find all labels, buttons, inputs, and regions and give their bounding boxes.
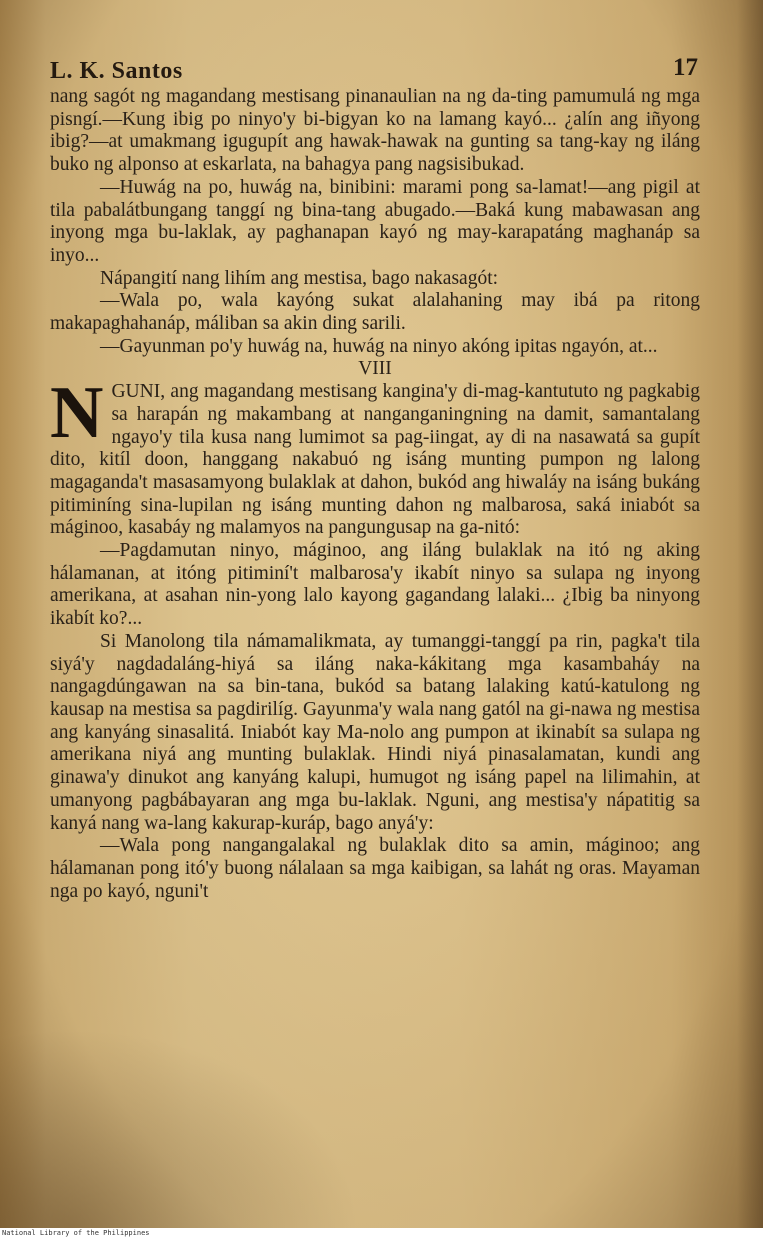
paragraph-dialogue: —Wala po, wala kayóng sukat alalahaning may ibá pa ritong makapaghahanáp, máliban sa akin ding sarili.: [50, 290, 700, 335]
page-number: 17: [673, 54, 698, 81]
section-opening-text: GUNI, ang magandang mestisang kangina'y di-mag-kantututo ng pagkabig sa harapán ng makambang at nanganganingning na damit, samantalang ngayo'y tila kusa nang lumimot sa pag-iingat, ay di na nasawatá sa gupít dito, kitíl doon, hanggang nakabuó ng isáng munting pumpon ng lalong magaganda't masasamyong bulaklak at dahon, bukód ang hiwaláy na isáng bukáng pitiminíng sina-lupilan ng isáng munting dahon ng malbarosa, saká iniabót sa máginoo, kasabáy ng malamyos na pangungusap na ga-nitó:: [50, 381, 700, 539]
paragraph-dialogue: —Pagdamutan ninyo, máginoo, ang iláng bulaklak na itó ng aking hálamanan, at itóng pitiminí't malbarosa'y ikabít ninyo sa sulapa ng inyong amerikana, at asahan nin-yong lalo kayong gagandang lalaki... ¿Ibig ba ninyong ikabít ko?...: [50, 540, 700, 630]
running-header-author: L. K. Santos: [50, 58, 183, 84]
paragraph-dialogue: —Huwág na po, huwág na, binibini: marami pong sa-lamat!—ang pigil at tila pabalátbungang tanggí ng bina-tang abugado.—Baká kung mabawasan ang inyong mga bu-laklak, ay paghanapan kayó ng may-karapatáng maghanáp sa inyo...: [50, 176, 700, 266]
running-header: [50, 54, 698, 88]
library-credit-footer: National Library of the Philippines: [2, 1229, 150, 1237]
paragraph-continuation: nang sagót ng magandang mestisang pinanaulian na ng da-ting pamumulá ng mga pisngí.—Kung ibig po ninyo'y bi-bigyan ko na lamang kayó... ¿alín ang iñyong ibig?—at umakmang igugupít ang hawak-hawak na gunting sa tang-kay ng iláng buko ng alponso at eskarlata, na bahagya pang nagsisibukad.: [50, 86, 700, 176]
paragraph-narration: Si Manolong tila námamalikmata, ay tumanggi-tanggí pa rin, pagka't tila siyá'y nagdadaláng-hiyá sa iláng naka-kákitang mga kasambaháy na nangagdúngawan na sa bin-tana, bukód sa batang lalaking katú-katulong ng kausap na mestisa sa pagdirilíg. Gayunma'y wala nang gatól na gi-nawa ng mestisa ang kanyáng sinasalitá. Iniabót kay Ma-nolo ang pumpon at ikinabít sa sulapa ng amerikana niyá ang munting bulaklak. Hindi niyá pinasalamatan, kundi ang ginawa'y dinukot ang kanyáng kalupi, humugot ng isáng papel na lilimahin, at umanyong pagbábayaran ang mga bu-laklak. Nguni, ang mestisa'y nápatitig sa kanyá nang wa-lang kakurap-kuráp, bago anyá'y:: [50, 630, 700, 834]
drop-cap-letter: N: [50, 372, 104, 455]
page-body-text: [50, 86, 700, 903]
section-opening-paragraph: [50, 372, 700, 540]
paragraph-dialogue: —Wala pong nangangalakal ng bulaklak dito sa amin, máginoo; ang hálamanan pong itó'y buong nálalaan sa mga kaibigan, sa lahát ng oras. Mayaman nga po kayó, nguni't: [50, 835, 700, 902]
paragraph-narration: Nápangití nang lihím ang mestisa, bago nakasagót:: [100, 267, 499, 289]
section-heading: VIII: [358, 358, 392, 380]
paragraph-dialogue: —Gayunman po'y huwág na, huwág na ninyo akóng ipitas ngayón, at...: [100, 335, 658, 357]
